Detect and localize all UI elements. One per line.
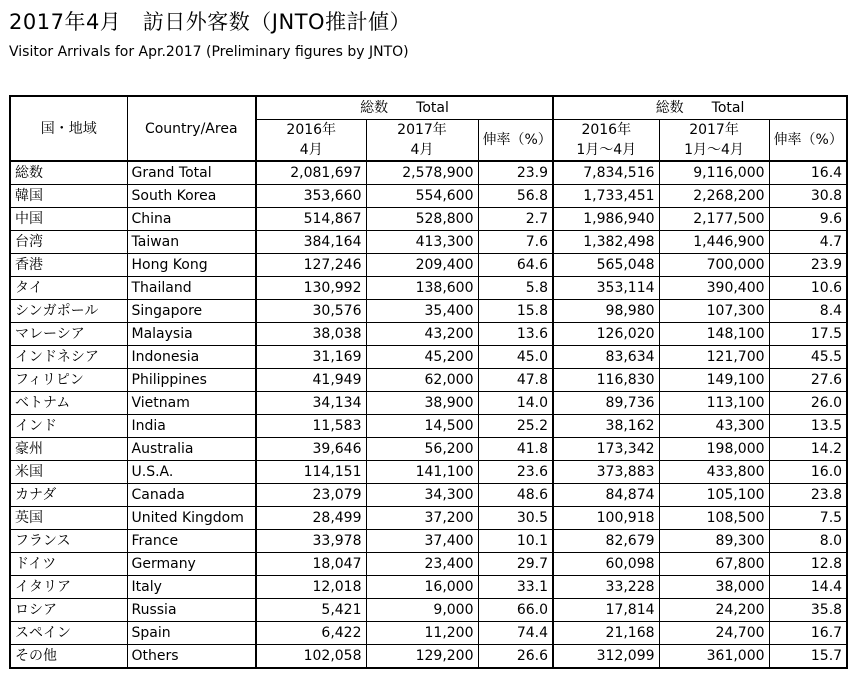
cell-region-jp: 台湾 <box>10 231 127 254</box>
cell-growth-april: 48.6 <box>478 484 553 507</box>
table-row <box>10 645 847 669</box>
cell-2016-april: 31,169 <box>256 346 366 369</box>
header-growth-april: 伸率（%） <box>478 120 553 162</box>
cell-growth-jan-apr: 14.4 <box>769 576 847 599</box>
cell-2016-jan-apr: 565,048 <box>553 254 659 277</box>
cell-2017-april: 35,400 <box>366 300 478 323</box>
cell-region-en: Germany <box>127 553 256 576</box>
cell-growth-april: 56.8 <box>478 185 553 208</box>
cell-growth-april: 30.5 <box>478 507 553 530</box>
cell-2016-jan-apr: 82,679 <box>553 530 659 553</box>
cell-growth-jan-apr: 8.0 <box>769 530 847 553</box>
cell-growth-april: 5.8 <box>478 277 553 300</box>
cell-growth-jan-apr: 10.6 <box>769 277 847 300</box>
header-2017-april <box>366 120 478 162</box>
cell-growth-jan-apr: 8.4 <box>769 300 847 323</box>
cell-2016-april: 38,038 <box>256 323 366 346</box>
cell-region-jp: スペイン <box>10 622 127 645</box>
table-row <box>10 415 847 438</box>
cell-region-en: South Korea <box>127 185 256 208</box>
cell-2017-april: 23,400 <box>366 553 478 576</box>
cell-2016-jan-apr: 353,114 <box>553 277 659 300</box>
cell-growth-april: 25.2 <box>478 415 553 438</box>
cell-2016-jan-apr: 21,168 <box>553 622 659 645</box>
cell-2016-jan-apr: 7,834,516 <box>553 161 659 185</box>
cell-2017-jan-apr: 1,446,900 <box>659 231 769 254</box>
cell-2017-jan-apr: 198,000 <box>659 438 769 461</box>
cell-2017-april: 16,000 <box>366 576 478 599</box>
cell-2016-jan-apr: 126,020 <box>553 323 659 346</box>
header-2016-jan-apr-line1: 2016年 <box>581 122 632 138</box>
cell-2016-april: 11,583 <box>256 415 366 438</box>
cell-2017-april: 37,200 <box>366 507 478 530</box>
cell-2016-jan-apr: 373,883 <box>553 461 659 484</box>
cell-2016-jan-apr: 33,228 <box>553 576 659 599</box>
cell-2017-april: 62,000 <box>366 369 478 392</box>
cell-2016-jan-apr: 98,980 <box>553 300 659 323</box>
cell-2017-jan-apr: 105,100 <box>659 484 769 507</box>
cell-region-jp: インドネシア <box>10 346 127 369</box>
cell-growth-april: 2.7 <box>478 208 553 231</box>
cell-2017-april: 56,200 <box>366 438 478 461</box>
cell-growth-jan-apr: 35.8 <box>769 599 847 622</box>
visitor-arrivals-table <box>9 95 848 669</box>
table-row <box>10 484 847 507</box>
cell-2017-april: 209,400 <box>366 254 478 277</box>
cell-2016-april: 23,079 <box>256 484 366 507</box>
cell-region-jp: 総数 <box>10 161 127 185</box>
table-row <box>10 507 847 530</box>
table-row <box>10 161 847 185</box>
cell-2017-jan-apr: 390,400 <box>659 277 769 300</box>
cell-region-en: Australia <box>127 438 256 461</box>
cell-2016-april: 2,081,697 <box>256 161 366 185</box>
page-title: 2017年4月 訪日外客数（JNTO推計値） <box>9 10 412 34</box>
cell-growth-april: 23.9 <box>478 161 553 185</box>
cell-2016-jan-apr: 1,986,940 <box>553 208 659 231</box>
table-row <box>10 254 847 277</box>
cell-growth-jan-apr: 9.6 <box>769 208 847 231</box>
header-2017-jan-apr-line2: 1月～4月 <box>684 142 744 158</box>
cell-growth-jan-apr: 4.7 <box>769 231 847 254</box>
cell-2016-april: 39,646 <box>256 438 366 461</box>
cell-2017-april: 43,200 <box>366 323 478 346</box>
cell-region-jp: インド <box>10 415 127 438</box>
cell-2017-jan-apr: 38,000 <box>659 576 769 599</box>
table-row <box>10 438 847 461</box>
cell-growth-april: 23.6 <box>478 461 553 484</box>
cell-2016-april: 127,246 <box>256 254 366 277</box>
header-2017-april-line2: 4月 <box>410 142 434 158</box>
header-2016-april <box>256 120 366 162</box>
cell-2017-april: 11,200 <box>366 622 478 645</box>
cell-growth-jan-apr: 15.7 <box>769 645 847 669</box>
cell-2017-jan-apr: 24,700 <box>659 622 769 645</box>
header-2016-april-line1: 2016年 <box>286 122 337 138</box>
cell-2016-april: 33,978 <box>256 530 366 553</box>
header-2017-april-line1: 2017年 <box>397 122 447 138</box>
cell-2016-april: 18,047 <box>256 553 366 576</box>
table-row <box>10 530 847 553</box>
cell-2016-jan-apr: 1,382,498 <box>553 231 659 254</box>
cell-2016-april: 353,660 <box>256 185 366 208</box>
table-row <box>10 208 847 231</box>
cell-region-jp: フィリピン <box>10 369 127 392</box>
table-row <box>10 369 847 392</box>
cell-growth-april: 41.8 <box>478 438 553 461</box>
cell-region-jp: フランス <box>10 530 127 553</box>
cell-2017-jan-apr: 2,177,500 <box>659 208 769 231</box>
cell-growth-jan-apr: 16.7 <box>769 622 847 645</box>
cell-region-en: Grand Total <box>127 161 256 185</box>
cell-2017-april: 37,400 <box>366 530 478 553</box>
cell-region-jp: 米国 <box>10 461 127 484</box>
cell-growth-april: 15.8 <box>478 300 553 323</box>
table-row <box>10 185 847 208</box>
cell-growth-april: 66.0 <box>478 599 553 622</box>
cell-2017-jan-apr: 89,300 <box>659 530 769 553</box>
cell-region-jp: タイ <box>10 277 127 300</box>
cell-growth-jan-apr: 27.6 <box>769 369 847 392</box>
cell-growth-jan-apr: 13.5 <box>769 415 847 438</box>
cell-2016-april: 12,018 <box>256 576 366 599</box>
cell-region-en: Taiwan <box>127 231 256 254</box>
cell-region-jp: 香港 <box>10 254 127 277</box>
cell-2016-jan-apr: 312,099 <box>553 645 659 669</box>
cell-region-en: Singapore <box>127 300 256 323</box>
cell-growth-april: 64.6 <box>478 254 553 277</box>
cell-2017-april: 138,600 <box>366 277 478 300</box>
cell-2017-jan-apr: 2,268,200 <box>659 185 769 208</box>
cell-2016-jan-apr: 38,162 <box>553 415 659 438</box>
cell-region-jp: 韓国 <box>10 185 127 208</box>
header-2016-jan-apr-line2: 1月～4月 <box>576 142 637 158</box>
cell-2017-jan-apr: 149,100 <box>659 369 769 392</box>
cell-2017-jan-apr: 361,000 <box>659 645 769 669</box>
cell-region-en: U.S.A. <box>127 461 256 484</box>
cell-2016-jan-apr: 84,874 <box>553 484 659 507</box>
cell-2017-april: 141,100 <box>366 461 478 484</box>
cell-region-jp: その他 <box>10 645 127 669</box>
cell-region-jp: ベトナム <box>10 392 127 415</box>
cell-2016-april: 6,422 <box>256 622 366 645</box>
cell-2017-jan-apr: 113,100 <box>659 392 769 415</box>
cell-region-en: Indonesia <box>127 346 256 369</box>
cell-region-en: Italy <box>127 576 256 599</box>
header-2017-jan-apr <box>659 120 769 162</box>
cell-region-jp: カナダ <box>10 484 127 507</box>
cell-2017-jan-apr: 107,300 <box>659 300 769 323</box>
cell-2016-april: 28,499 <box>256 507 366 530</box>
cell-2016-jan-apr: 1,733,451 <box>553 185 659 208</box>
cell-growth-april: 33.1 <box>478 576 553 599</box>
table-row <box>10 277 847 300</box>
header-2016-april-line2: 4月 <box>299 142 323 158</box>
cell-2017-april: 554,600 <box>366 185 478 208</box>
cell-2016-april: 114,151 <box>256 461 366 484</box>
cell-region-jp: 豪州 <box>10 438 127 461</box>
cell-growth-april: 45.0 <box>478 346 553 369</box>
table-row <box>10 346 847 369</box>
cell-2017-jan-apr: 9,116,000 <box>659 161 769 185</box>
cell-growth-april: 13.6 <box>478 323 553 346</box>
cell-2017-jan-apr: 433,800 <box>659 461 769 484</box>
cell-growth-jan-apr: 26.0 <box>769 392 847 415</box>
cell-region-jp: マレーシア <box>10 323 127 346</box>
cell-2017-april: 38,900 <box>366 392 478 415</box>
cell-region-jp: イタリア <box>10 576 127 599</box>
cell-region-en: Canada <box>127 484 256 507</box>
cell-region-en: Vietnam <box>127 392 256 415</box>
cell-2017-april: 413,300 <box>366 231 478 254</box>
cell-2017-april: 528,800 <box>366 208 478 231</box>
table-row <box>10 461 847 484</box>
cell-region-en: Hong Kong <box>127 254 256 277</box>
header-group-april: 総数 Total <box>256 96 553 120</box>
cell-2016-jan-apr: 89,736 <box>553 392 659 415</box>
cell-2016-april: 30,576 <box>256 300 366 323</box>
table-row <box>10 622 847 645</box>
header-2016-jan-apr <box>553 120 659 162</box>
cell-2017-jan-apr: 148,100 <box>659 323 769 346</box>
cell-2016-april: 514,867 <box>256 208 366 231</box>
cell-2017-jan-apr: 43,300 <box>659 415 769 438</box>
header-growth-jan-apr: 伸率（%） <box>769 120 847 162</box>
cell-2016-april: 41,949 <box>256 369 366 392</box>
cell-region-en: Others <box>127 645 256 669</box>
cell-2016-april: 102,058 <box>256 645 366 669</box>
cell-2017-april: 45,200 <box>366 346 478 369</box>
cell-growth-april: 7.6 <box>478 231 553 254</box>
cell-region-en: Spain <box>127 622 256 645</box>
cell-growth-april: 26.6 <box>478 645 553 669</box>
cell-region-en: China <box>127 208 256 231</box>
cell-growth-april: 29.7 <box>478 553 553 576</box>
cell-2017-april: 2,578,900 <box>366 161 478 185</box>
cell-2016-jan-apr: 17,814 <box>553 599 659 622</box>
table-body <box>10 161 847 668</box>
cell-growth-april: 47.8 <box>478 369 553 392</box>
cell-region-en: India <box>127 415 256 438</box>
cell-region-en: Russia <box>127 599 256 622</box>
cell-growth-jan-apr: 17.5 <box>769 323 847 346</box>
header-region-jp: 国・地域 <box>10 96 127 161</box>
cell-2017-jan-apr: 121,700 <box>659 346 769 369</box>
cell-2017-jan-apr: 700,000 <box>659 254 769 277</box>
cell-growth-jan-apr: 7.5 <box>769 507 847 530</box>
header-region-en: Country/Area <box>127 96 256 161</box>
cell-2016-jan-apr: 116,830 <box>553 369 659 392</box>
cell-region-en: France <box>127 530 256 553</box>
cell-region-jp: シンガポール <box>10 300 127 323</box>
table-row <box>10 576 847 599</box>
header-group-jan-apr: 総数 Total <box>553 96 847 120</box>
cell-growth-jan-apr: 23.8 <box>769 484 847 507</box>
cell-region-jp: 英国 <box>10 507 127 530</box>
cell-2016-jan-apr: 100,918 <box>553 507 659 530</box>
cell-growth-april: 14.0 <box>478 392 553 415</box>
cell-region-en: Philippines <box>127 369 256 392</box>
table-row <box>10 553 847 576</box>
table-row <box>10 231 847 254</box>
cell-2016-jan-apr: 83,634 <box>553 346 659 369</box>
cell-growth-april: 74.4 <box>478 622 553 645</box>
cell-2016-april: 130,992 <box>256 277 366 300</box>
cell-2016-april: 34,134 <box>256 392 366 415</box>
cell-2017-jan-apr: 24,200 <box>659 599 769 622</box>
cell-2017-april: 129,200 <box>366 645 478 669</box>
cell-growth-april: 10.1 <box>478 530 553 553</box>
cell-2016-april: 384,164 <box>256 231 366 254</box>
cell-2017-jan-apr: 108,500 <box>659 507 769 530</box>
cell-growth-jan-apr: 14.2 <box>769 438 847 461</box>
cell-region-en: United Kingdom <box>127 507 256 530</box>
cell-growth-jan-apr: 12.8 <box>769 553 847 576</box>
cell-region-jp: 中国 <box>10 208 127 231</box>
cell-2016-april: 5,421 <box>256 599 366 622</box>
cell-region-jp: ドイツ <box>10 553 127 576</box>
page-subtitle: Visitor Arrivals for Apr.2017 (Preliminary figures by JNTO) <box>9 44 409 60</box>
cell-growth-jan-apr: 23.9 <box>769 254 847 277</box>
cell-growth-jan-apr: 16.0 <box>769 461 847 484</box>
table-row <box>10 300 847 323</box>
cell-region-en: Malaysia <box>127 323 256 346</box>
cell-2017-jan-apr: 67,800 <box>659 553 769 576</box>
cell-growth-jan-apr: 30.8 <box>769 185 847 208</box>
cell-growth-jan-apr: 16.4 <box>769 161 847 185</box>
table-row <box>10 599 847 622</box>
header-2017-jan-apr-line1: 2017年 <box>689 122 739 138</box>
cell-region-jp: ロシア <box>10 599 127 622</box>
cell-growth-jan-apr: 45.5 <box>769 346 847 369</box>
table-row <box>10 323 847 346</box>
cell-2017-april: 9,000 <box>366 599 478 622</box>
cell-2016-jan-apr: 60,098 <box>553 553 659 576</box>
table-row <box>10 392 847 415</box>
cell-region-en: Thailand <box>127 277 256 300</box>
cell-2017-april: 34,300 <box>366 484 478 507</box>
cell-2016-jan-apr: 173,342 <box>553 438 659 461</box>
cell-2017-april: 14,500 <box>366 415 478 438</box>
